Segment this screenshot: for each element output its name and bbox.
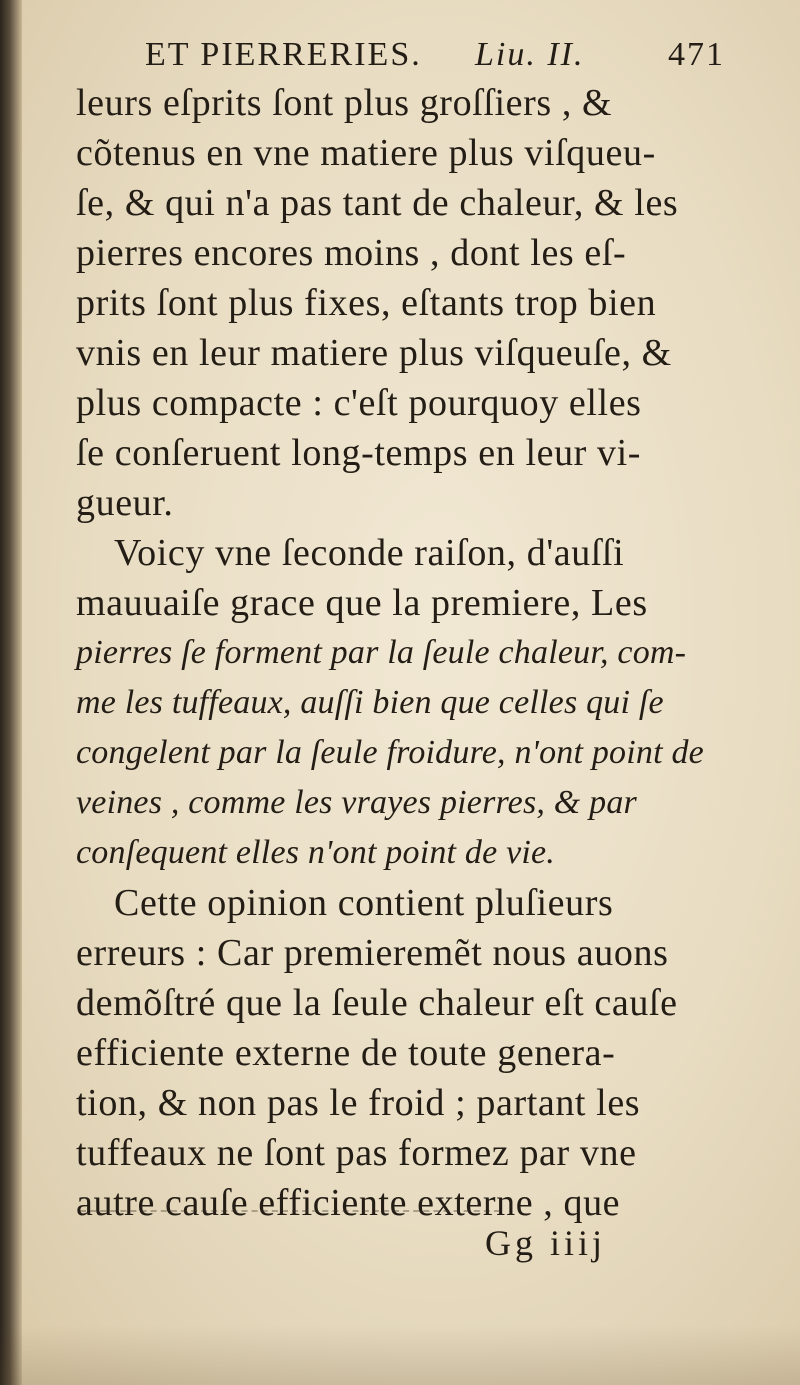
text-line: conſequent elles n'ont point de vie.	[76, 834, 555, 871]
text-line: autre cauſe efficiente externe , que	[76, 1182, 621, 1224]
text-line: pierres ſe forment par la ſeule chaleur, com-	[76, 634, 687, 671]
signature-mark: Gg iiij	[485, 1223, 607, 1263]
text-line: gueur.	[76, 482, 174, 524]
book-number: Liu. II.	[475, 36, 585, 73]
text-line: ſe, & qui n'a pas tant de chaleur, & les	[76, 182, 679, 224]
body-text	[76, 78, 726, 1228]
text-line: prits ſont plus fixes, eſtants trop bien	[76, 282, 657, 324]
text-line: tuffeaux ne ſont pas formez par vne	[76, 1132, 637, 1174]
running-header	[145, 30, 725, 80]
text-line: ſe conſeruent long-temps en leur vi-	[76, 432, 642, 474]
text-line: cõtenus en vne matiere plus viſqueu-	[76, 132, 656, 174]
page-number: 471	[668, 36, 725, 73]
running-title: ET PIERRERIES.	[145, 36, 422, 73]
text-line: plus compacte : c'eſt pourquoy elles	[76, 382, 642, 424]
text-line: efficiente externe de toute genera-	[76, 1032, 616, 1074]
text-line: vnis en leur matiere plus viſqueuſe, &	[76, 332, 672, 374]
text-line: pierres encores moins , dont les eſ-	[76, 232, 627, 274]
text-line: leurs eſprits ſont plus groſſiers , &	[76, 82, 613, 124]
text-line: demõſtré que la ſeule chaleur eſt cauſe	[76, 982, 678, 1024]
text-line: tion, & non pas le froid ; partant les	[76, 1082, 641, 1124]
page-gutter-edge	[0, 0, 22, 1385]
text-line: congelent par la ſeule froidure, n'ont point de	[76, 734, 704, 771]
page-shadow	[0, 1325, 800, 1385]
text-line: me les tuffeaux, auſſi bien que celles qui ſe	[76, 684, 664, 721]
text-line: Voicy vne ſeconde raiſon, d'auſſi	[114, 532, 625, 574]
bottom-rule	[80, 1210, 500, 1214]
text-line: mauuaiſe grace que la premiere, Les	[76, 582, 648, 624]
text-line: erreurs : Car premieremẽt nous auons	[76, 932, 669, 974]
text-line: Cette opinion contient pluſieurs	[114, 882, 614, 924]
text-line: veines , comme les vrayes pierres, & par	[76, 784, 637, 821]
